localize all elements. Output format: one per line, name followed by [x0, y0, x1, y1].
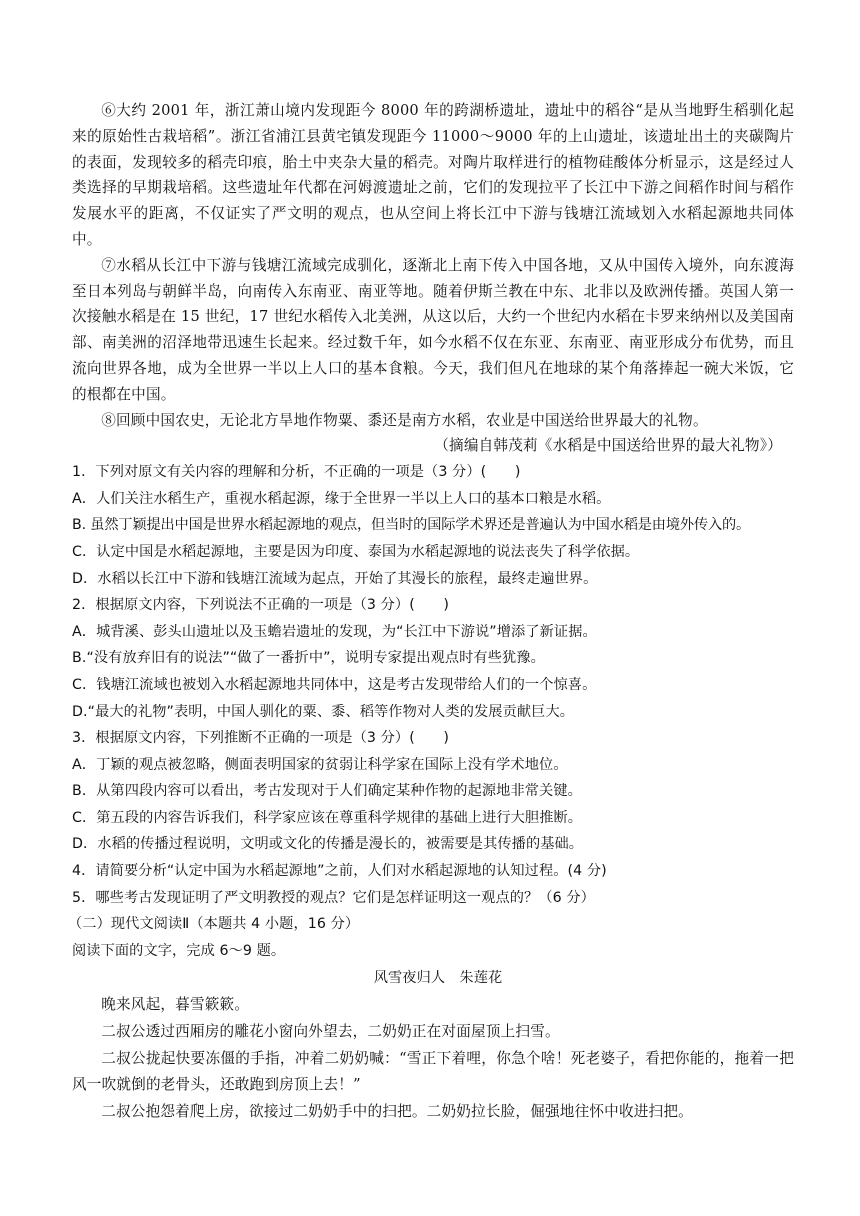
story-text [72, 992, 794, 1125]
question-1-option-d: D．水稻以长江中下游和钱塘江流域为起点，开始了其漫长的旅程，最终走遍世界。 [72, 570, 598, 587]
question-3: 3．根据原文内容，下列推断不正确的一项是（3 分）( ) [72, 730, 450, 747]
document-page [68, 98, 794, 1125]
story-paragraph-4: 二叔公抱怨着爬上房，欲接过二奶奶手中的扫把。二奶奶拉长脸，倔强地往怀中收进扫把。 [101, 1102, 693, 1120]
source-note: （摘编自韩茂莉《水稻是中国送给世界的最大礼物》） [434, 437, 782, 455]
question-2: 2．根据原文内容，下列说法不正确的一项是（3 分）( ) [72, 597, 450, 614]
article-paragraph-6: ⑥大约 2001 年，浙江萧山境内发现距今 8000 年的跨湖桥遗址，遗址中的稻谷“是从当地野生稻驯化起来的原始性古栽培稻”。浙江省浦江县黄宅镇发现距今 11000～9000 年的上山遗址，该遗址出土的夹碳陶片的表面，发现较多的稻壳印痕，胎土中夹杂大量的稻壳。对陶片取样进行的植物硅酸体分析显示，这是经过人类选择的早期栽培稻。这些遗址年代都在河姆渡遗址之前，它们的发现拉平了长江中下游之间稻作时间与稻作发展水平的距离，不仅证实了严文明的观点，也从空间上将长江中下游与钱塘江流域划入水稻起源地共同体中。 [72, 102, 794, 248]
question-4: 4．请简要分析“认定中国为水稻起源地”之前，人们对水稻起源地的认知过程。(4 分) [72, 863, 607, 880]
question-3-option-c: C．第五段的内容告诉我们，科学家应该在尊重科学规律的基础上进行大胆推断。 [72, 809, 583, 826]
story-paragraph-3: 二叔公拢起快要冻僵的手指，冲着二奶奶喊：“雪正下着哩，你急个啥！死老婆子，看把你能的，拖着一把风一吹就倒的老骨头，还敢跑到房顶上去！” [72, 1049, 794, 1094]
question-3-option-a: A．丁颖的观点被忽略，侧面表明国家的贫弱让科学家在国际上没有学术地位。 [72, 756, 568, 773]
question-3-option-b: B．从第四段内容可以看出，考古发现对于人们确定某种作物的起源地非常关键。 [72, 783, 582, 800]
question-1: 1．下列对原文有关内容的理解和分析，不正确的一项是（3 分）( ) [72, 464, 521, 481]
article-paragraph-7: ⑦水稻从长江中下游与钱塘江流域完成驯化，逐渐北上南下传入中国各地，又从中国传入境外，向东渡海至日本列岛与朝鲜半岛，向南传入东南亚、南亚等地。随着伊斯兰教在中东、北非以及欧洲传播。英国人第一次接触水稻是在 15 世纪，17 世纪水稻传入北美洲，从这以后，大约一个世纪内水稻在卡罗来纳州以及美国南部、南美洲的沼泽地带迅速生长起来。经过数千年，如今水稻不仅在东亚、东南亚、南亚形成分布优势，而且流向世界各地，成为全世界一半以上人口的基本食粮。今天，我们但凡在地球的某个角落捧起一碗大米饭，它的根都在中国。 [72, 256, 794, 403]
question-3-option-d: D．水稻的传播过程说明，文明或文化的传播是漫长的，被需要是其传播的基础。 [72, 836, 584, 853]
section-heading: （二）现代文阅读Ⅱ（本题共 4 小题，16 分） [68, 916, 360, 933]
question-5: 5．哪些考古发现证明了严文明教授的观点？它们是怎样证明这一观点的？（6 分） [72, 889, 595, 906]
question-2-option-a: A．城背溪、彭头山遗址以及玉蟾岩遗址的发现，为“长江中下游说”增添了新证据。 [72, 623, 597, 640]
question-list [68, 459, 794, 992]
question-1-option-c: C．认定中国是水稻起源地，主要是因为印度、泰国为水稻起源地的说法丧失了科学依据。 [72, 543, 640, 560]
story-paragraph-1: 晚来风起，暮雪簌簌。 [101, 996, 250, 1014]
story-paragraph-2: 二叔公透过西厢房的雕花小窗向外望去，二奶奶正在对面屋顶上扫雪。 [101, 1023, 560, 1041]
story-title: 风雪夜归人 朱莲花 [373, 970, 503, 987]
question-1-option-a: A．人们关注水稻生产，重视水稻起源，缘于全世界一半以上人口的基本口粮是水稻。 [72, 490, 611, 507]
article-excerpt [72, 98, 794, 459]
question-1-option-b: B. 虽然丁颖提出中国是世界水稻起源地的观点，但当时的国际学术界还是普遍认为中国水稻是由境外传入的。 [72, 517, 751, 534]
question-2-option-d: D.“最大的礼物”表明，中国人驯化的粟、黍、稻等作物对人类的发展贡献巨大。 [72, 703, 575, 720]
question-2-option-c: C．钱塘江流域也被划入水稻起源地共同体中，这是考古发现带给人们的一个惊喜。 [72, 676, 597, 693]
article-paragraph-8: ⑧回顾中国农史，无论北方旱地作物粟、黍还是南方水稻，农业是中国送给世界最大的礼物。 [101, 411, 708, 429]
section-instruction: 阅读下面的文字，完成 6～9 题。 [72, 942, 286, 959]
question-2-option-b: B.“没有放弃旧有的说法”“做了一番折中”，说明专家提出观点时有些犹豫。 [72, 650, 545, 667]
